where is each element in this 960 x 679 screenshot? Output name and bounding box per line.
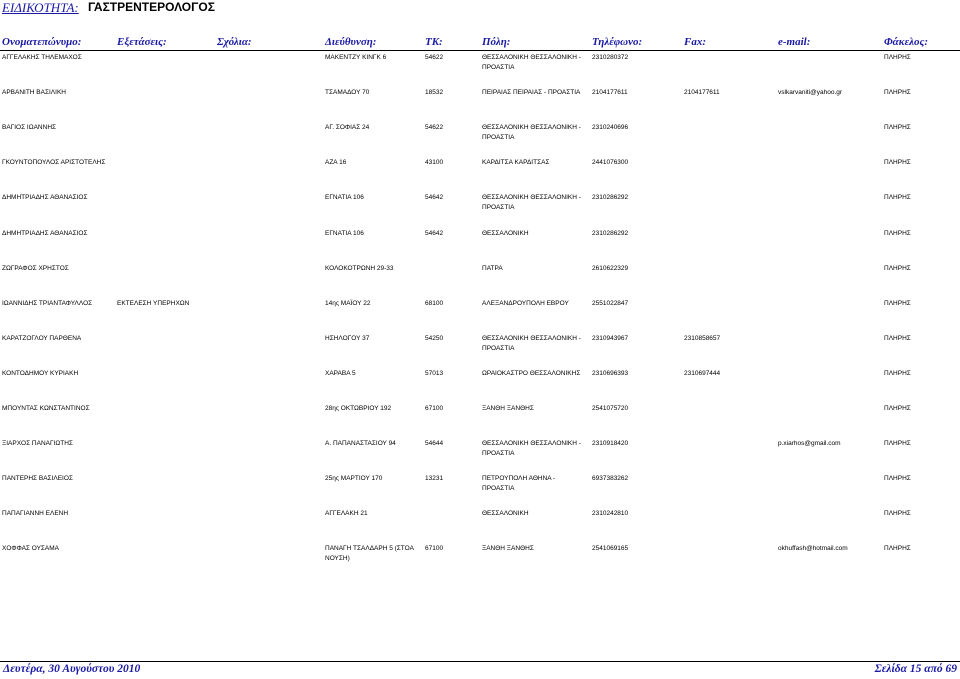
cell-email: p.xiarhos@gmail.com bbox=[778, 440, 841, 448]
cell-phone: 2310286292 bbox=[592, 229, 629, 237]
cell-city: ΑΛΕΞΑΝΔΡΟΥΠΟΛΗ ΕΒΡΟΥ bbox=[482, 299, 569, 307]
table-row bbox=[0, 509, 960, 543]
cell-address: ΜΑΚΕΝΤΖΥ ΚΙΝΓΚ 6 bbox=[325, 54, 387, 61]
cell-folder: ΠΛΗΡΗΣ bbox=[884, 54, 911, 61]
cell-city: ΘΕΣΣΑΛΟΝΙΚΗ ΘΕΣΣΑΛΟΝΙΚΗ - ΠΡΟΑΣΤΙΑ bbox=[482, 334, 581, 352]
col-phone: Τηλέφωνο: bbox=[592, 36, 643, 48]
cell-city: ΘΕΣΣΑΛΟΝΙΚΗ ΘΕΣΣΑΛΟΝΙΚΗ - ΠΡΟΑΣΤΙΑ bbox=[482, 124, 581, 142]
cell-tk: 68100 bbox=[425, 299, 444, 307]
cell-tk: 54250 bbox=[425, 334, 444, 342]
cell-fax: 2310858657 bbox=[684, 334, 721, 342]
cell-name: ΔΗΜΗΤΡΙΑΔΗΣ ΑΘΑΝΑΣΙΟΣ bbox=[2, 229, 88, 237]
cell-city: ΘΕΣΣΑΛΟΝΙΚΗ ΘΕΣΣΑΛΟΝΙΚΗ - ΠΡΟΑΣΤΙΑ bbox=[482, 440, 581, 458]
cell-name: ΓΚΟΥΝΤΟΠΟΥΛΟΣ ΑΡΙΣΤΟΤΕΛΗΣ bbox=[2, 159, 106, 167]
cell-folder: ΠΛΗΡΗΣ bbox=[884, 369, 911, 377]
cell-email: okhuffash@hotmail.com bbox=[778, 545, 848, 553]
cell-tk: 18532 bbox=[425, 89, 444, 97]
cell-city: ΘΕΣΣΑΛΟΝΙΚΗ bbox=[482, 229, 529, 237]
cell-folder: ΠΛΗΡΗΣ bbox=[884, 405, 911, 412]
cell-address: ΚΟΛΟΚΟΤΡΩΝΗ 29-33 bbox=[325, 264, 394, 272]
specialty-label: ΕΙΔΙΚΟΤΗΤΑ: bbox=[2, 0, 79, 15]
col-comments: Σχόλια: bbox=[217, 36, 252, 48]
cell-folder: ΠΛΗΡΗΣ bbox=[884, 334, 911, 342]
cell-address: 14ης ΜΑΪΟΥ 22 bbox=[325, 299, 371, 307]
col-exams: Εξετάσεις: bbox=[117, 36, 167, 48]
cell-city: ΚΑΡΔΙΤΣΑ ΚΑΡΔΙΤΣΑΣ bbox=[482, 159, 550, 167]
table-row bbox=[0, 229, 960, 263]
cell-phone: 2541075720 bbox=[592, 405, 629, 412]
table-row bbox=[0, 369, 960, 403]
cell-folder: ΠΛΗΡΗΣ bbox=[884, 229, 911, 237]
cell-phone: 2310240696 bbox=[592, 124, 629, 132]
cell-address: ΕΓΝΑΤΙΑ 106 bbox=[325, 194, 364, 202]
table-row bbox=[0, 404, 960, 438]
cell-name: ΒΑΓΙΟΣ ΙΩΑΝΝΗΣ bbox=[2, 124, 57, 132]
header-rule bbox=[0, 50, 960, 51]
cell-city: ΠΑΤΡΑ bbox=[482, 264, 503, 272]
cell-tk: 54644 bbox=[425, 440, 444, 448]
cell-tk: 67100 bbox=[425, 545, 444, 553]
cell-folder: ΠΛΗΡΗΣ bbox=[884, 440, 911, 448]
cell-tk: 54642 bbox=[425, 229, 444, 237]
cell-city: ΠΕΙΡΑΙΑΣ ΠΕΙΡΑΙΑΣ - ΠΡΟΑΣΤΙΑ bbox=[482, 89, 581, 97]
cell-folder: ΠΛΗΡΗΣ bbox=[884, 264, 911, 272]
table-row bbox=[0, 334, 960, 368]
table-row bbox=[0, 299, 960, 333]
table-row bbox=[0, 474, 960, 508]
footer-page-number: Σελίδα 15 από 69 bbox=[874, 663, 957, 675]
cell-phone: 6937383262 bbox=[592, 475, 629, 483]
cell-address: ΕΓΝΑΤΙΑ 106 bbox=[325, 229, 364, 237]
col-fax: Fax: bbox=[684, 36, 706, 48]
cell-fax: 2310697444 bbox=[684, 369, 721, 377]
cell-tk: 54642 bbox=[425, 194, 444, 202]
cell-phone: 2551022847 bbox=[592, 299, 629, 307]
footer-rule bbox=[0, 661, 960, 662]
cell-folder: ΠΛΗΡΗΣ bbox=[884, 124, 911, 132]
cell-tk: 13231 bbox=[425, 475, 444, 483]
specialty-value: ΓΑΣΤΡΕΝΤΕΡΟΛΟΓΟΣ bbox=[88, 0, 215, 14]
cell-name: ΠΑΠΑΓΙΑΝΝΗ ΕΛΕΝΗ bbox=[2, 510, 69, 518]
cell-name: ΚΑΡΑΤΖΟΓΛΟΥ ΠΑΡΘΕΝΑ bbox=[2, 334, 82, 342]
cell-address: ΑΓΓΕΛΑΚΗ 21 bbox=[325, 510, 368, 518]
cell-phone: 2310696393 bbox=[592, 369, 629, 377]
cell-name: ΠΑΝΤΕΡΗΣ ΒΑΣΙΛΕΙΟΣ bbox=[2, 475, 73, 483]
cell-phone: 2441076300 bbox=[592, 159, 629, 167]
cell-phone: 2310918420 bbox=[592, 440, 629, 448]
cell-phone: 2610622329 bbox=[592, 264, 629, 272]
cell-name: ΞΙΑΡΧΟΣ ΠΑΝΑΓΙΩΤΗΣ bbox=[2, 440, 73, 448]
cell-address: ΠΑΝΑΓΗ ΤΣΑΛΔΑΡΗ 5 (ΣΤΟΑ ΝΟΥΣΗ) bbox=[325, 545, 414, 563]
cell-tk: 54622 bbox=[425, 124, 444, 132]
cell-address: ΧΑΡΑΒΑ 5 bbox=[325, 369, 356, 377]
col-tk: ΤΚ: bbox=[425, 36, 443, 48]
footer-date: Δευτέρα, 30 Αυγούστου 2010 bbox=[3, 663, 141, 675]
cell-phone: 2541069165 bbox=[592, 545, 629, 553]
table-row bbox=[0, 544, 960, 578]
cell-name: ΧΟΦΦΑΣ ΟΥΣΑΜΑ bbox=[2, 545, 60, 553]
col-city: Πόλη: bbox=[482, 36, 511, 48]
cell-folder: ΠΛΗΡΗΣ bbox=[884, 159, 911, 167]
cell-phone: 2310943967 bbox=[592, 334, 629, 342]
cell-phone: 2310280372 bbox=[592, 54, 629, 61]
cell-tk: 43100 bbox=[425, 159, 444, 167]
cell-address: 28ης ΟΚΤΩΒΡΙΟΥ 192 bbox=[325, 405, 392, 412]
cell-tk: 54622 bbox=[425, 54, 444, 61]
table-row bbox=[0, 53, 960, 87]
cell-fax: 2104177611 bbox=[684, 89, 720, 97]
cell-email: vslkarvaniti@yahoo.gr bbox=[778, 89, 843, 97]
cell-folder: ΠΛΗΡΗΣ bbox=[884, 510, 911, 518]
col-folder: Φάκελος: bbox=[884, 36, 929, 48]
table-row bbox=[0, 264, 960, 298]
cell-folder: ΠΛΗΡΗΣ bbox=[884, 194, 911, 202]
cell-phone: 2104177611 bbox=[592, 89, 628, 97]
cell-name: ΚΟΝΤΟΔΗΜΟΥ ΚΥΡΙΑΚΗ bbox=[2, 369, 79, 377]
col-name: Ονοματεπώνυμο: bbox=[2, 36, 82, 48]
cell-address: Α. ΠΑΠΑΝΑΣΤΑΣΙΟΥ 94 bbox=[325, 440, 396, 448]
cell-city: ΘΕΣΣΑΛΟΝΙΚΗ ΘΕΣΣΑΛΟΝΙΚΗ - ΠΡΟΑΣΤΙΑ bbox=[482, 194, 581, 212]
cell-tk: 57013 bbox=[425, 369, 444, 377]
cell-address: ΗΣΗΛΟΓΟΥ 37 bbox=[325, 334, 370, 342]
cell-tk: 67100 bbox=[425, 405, 444, 412]
cell-city: ΠΕΤΡΟΥΠΟΛΗ ΑΘΗΝΑ - ΠΡΟΑΣΤΙΑ bbox=[482, 475, 556, 493]
cell-phone: 2310286292 bbox=[592, 194, 629, 202]
page-footer bbox=[0, 663, 960, 677]
cell-city: ΘΕΣΣΑΛΟΝΙΚΗ ΘΕΣΣΑΛΟΝΙΚΗ - ΠΡΟΑΣΤΙΑ bbox=[482, 54, 581, 71]
cell-name: ΑΓΓΕΛΑΚΗΣ ΤΗΛΕΜΑΧΟΣ bbox=[2, 54, 82, 61]
column-headers bbox=[0, 36, 960, 50]
cell-address: ΤΣΑΜΑΔΟΥ 70 bbox=[325, 89, 370, 97]
cell-name: ΖΩΓΡΑΦΟΣ ΧΡΗΣΤΟΣ bbox=[2, 264, 69, 272]
cell-name: ΑΡΒΑΝΙΤΗ ΒΑΣΙΛΙΚΗ bbox=[2, 89, 66, 97]
cell-folder: ΠΛΗΡΗΣ bbox=[884, 475, 911, 483]
cell-address: 25ης ΜΑΡΤΙΟΥ 170 bbox=[325, 475, 383, 483]
cell-name: ΔΗΜΗΤΡΙΑΔΗΣ ΑΘΑΝΑΣΙΟΣ bbox=[2, 194, 88, 202]
cell-name: ΜΠΟΥΝΤΑΣ ΚΩΝΣΤΑΝΤΙΝΟΣ bbox=[2, 405, 90, 412]
cell-city: ΩΡΑΙΟΚΑΣΤΡΟ ΘΕΣΣΑΛΟΝΙΚΗΣ bbox=[482, 369, 581, 377]
cell-name: ΙΩΑΝΝΙΔΗΣ ΤΡΙΑΝΤΑΦΥΛΛΟΣ bbox=[2, 299, 93, 307]
col-email: e-mail: bbox=[778, 36, 811, 48]
cell-phone: 2310242810 bbox=[592, 510, 629, 518]
table-row bbox=[0, 439, 960, 473]
col-address: Διεύθυνση: bbox=[325, 36, 377, 48]
cell-city: ΞΑΝΘΗ ΞΑΝΘΗΣ bbox=[482, 405, 534, 412]
cell-address: ΑΓ. ΣΟΦΙΑΣ 24 bbox=[325, 124, 370, 132]
cell-address: ΑΖΑ 16 bbox=[325, 159, 347, 167]
cell-folder: ΠΛΗΡΗΣ bbox=[884, 89, 911, 97]
table-row bbox=[0, 158, 960, 192]
table-row bbox=[0, 193, 960, 227]
table-row bbox=[0, 123, 960, 157]
cell-city: ΞΑΝΘΗ ΞΑΝΘΗΣ bbox=[482, 545, 534, 553]
cell-exams: ΕΚΤΕΛΕΣΗ ΥΠΕΡΗΧΩΝ bbox=[117, 299, 190, 307]
cell-city: ΘΕΣΣΑΛΟΝΙΚΗ bbox=[482, 510, 529, 518]
cell-folder: ΠΛΗΡΗΣ bbox=[884, 299, 911, 307]
cell-folder: ΠΛΗΡΗΣ bbox=[884, 545, 911, 553]
table-row bbox=[0, 88, 960, 122]
